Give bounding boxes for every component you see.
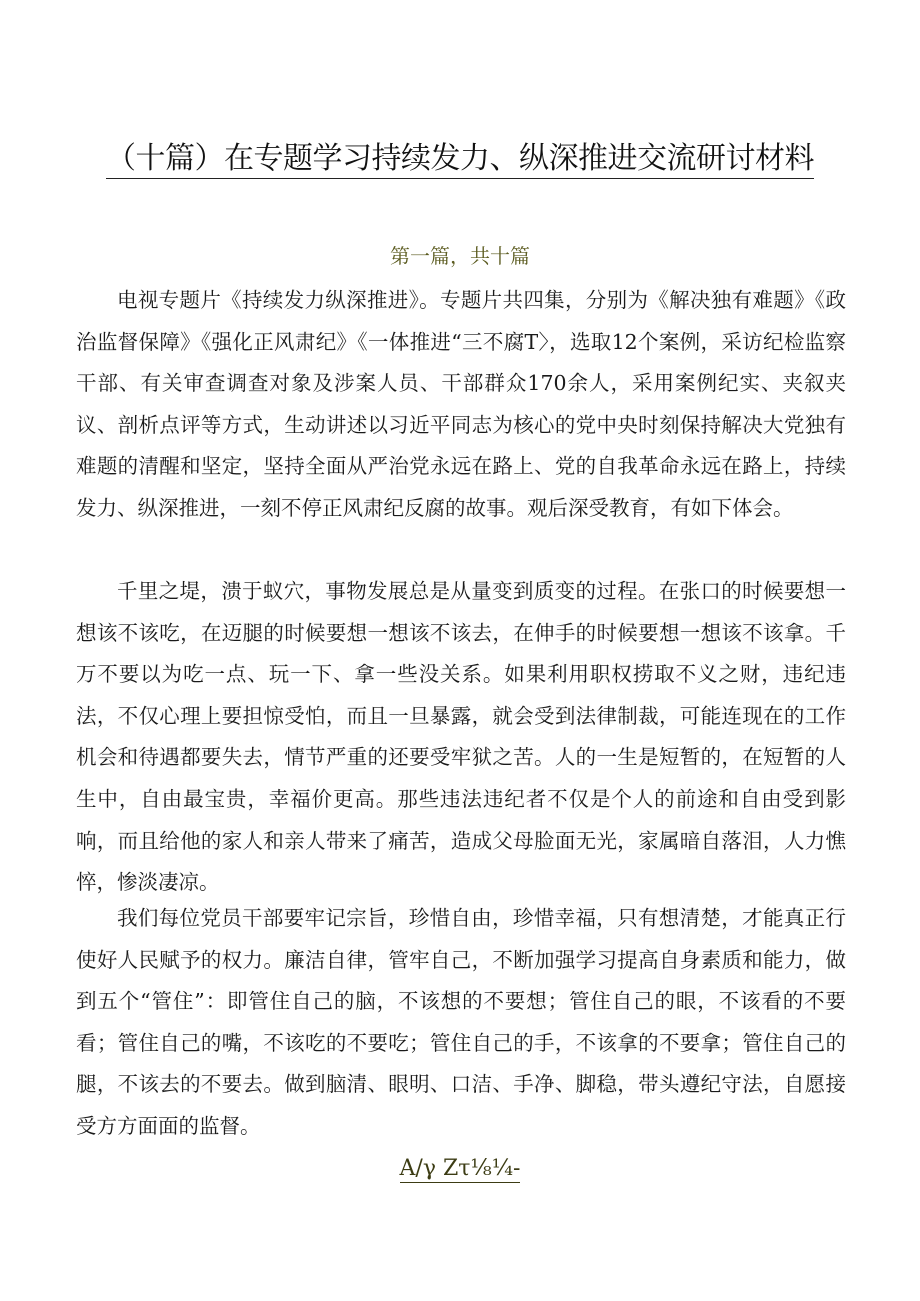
document-title-text: （十篇）在专题学习持续发力、纵深推进交流研讨材料 bbox=[106, 141, 814, 179]
next-section-heading bbox=[0, 1152, 920, 1186]
paragraph-3: 我们每位党员干部要牢记宗旨，珍惜自由，珍惜幸福，只有想清楚，才能真正行使好人民赋予的权力。廉洁自律，管牢自己，不断加强学习提高自身素质和能力，做到五个“管住”：即管住自己的脑，不该想的不要想；管住自己的眼，不该看的不要看；管住自己的嘴，不该吃的不要吃；管住自己的手，不该拿的不要拿；管住自己的腿，不该去的不要去。做到脑清、眼明、口洁、手净、脚稳，带头遵纪守法，自愿接受方方面面的监督。 bbox=[76, 906, 846, 1138]
section-heading: 第一篇，共十篇 bbox=[390, 244, 530, 268]
next-section-heading-text: A/γ Zτ¹⁄₈¼- bbox=[399, 1156, 521, 1181]
paragraph-1: 电视专题片《持续发力纵深推进》。专题片共四集，分别为《解决独有难题》《政治监督保障》《强化正风肃纪》《一体推进“三不腐T〉，选取12个案例，采访纪检监察干部、有关审查调查对象及涉案人员、干部群众170余人，采用案例纪实、夹叙夹议、剖析点评等方式，生动讲述以习近平同志为核心的党中央时刻保持解决大党独有难题的清醒和坚定，坚持全面从严治党永远在路上、党的自我革命永远在路上，持续发力、纵深推进，一刻不停正风肃纪反腐的故事。观后深受教育，有如下体会。 bbox=[76, 288, 846, 520]
document-title bbox=[0, 136, 920, 182]
paragraph-2: 千里之堤，溃于蚁穴，事物发展总是从量变到质变的过程。在张口的时候要想一想该不该吃，在迈腿的时候要想一想该不该去，在伸手的时候要想一想该不该拿。千万不要以为吃一点、玩一下、拿一些没关系。如果利用职权捞取不义之财，违纪违法，不仅心理上要担惊受怕，而且一旦暴露，就会受到法律制裁，可能连现在的工作机会和待遇都要失去，情节严重的还要受牢狱之苦。人的一生是短暂的，在短暂的人生中，自由最宝贵，幸福价更高。那些违法违纪者不仅是个人的前途和自由受到影响，而且给他的家人和亲人带来了痛苦，造成父母脸面无光，家属暗自落泪，人力憔悴，惨淡凄凉。 bbox=[76, 579, 846, 895]
